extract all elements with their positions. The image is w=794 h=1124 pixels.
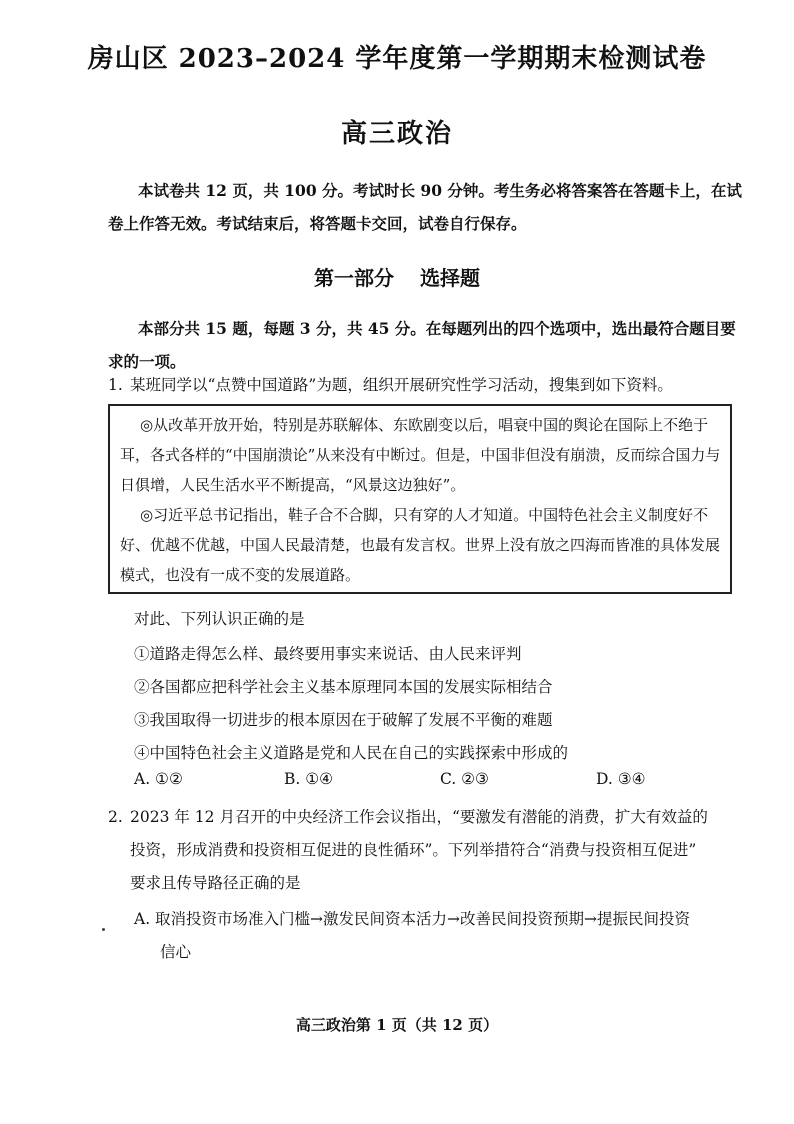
question-2 [108,801,748,900]
subject-title: 高三政治 [340,119,453,149]
section-instructions: 本部分共 15 题，每题 3 分，共 45 分。在每题列出的四个选项中，选出最符合题目要求的一项。 [108,319,736,371]
material-paragraph: ◎从改革开放开始，特别是苏联解体、东欧剧变以后，唱衰中国的舆论在国际上不绝于耳，各式各样的“中国崩溃论”从来没有中断过。但是，中国非但没有崩溃，反而综合国力与日俱增，人民生活水平不断提高，“风景这边独好”。 [120,416,721,494]
question-stem: 对此、下列认识正确的是 [134,610,305,628]
question-text: 某班同学以“点赞中国道路”为题，组织开展研究性学习活动，搜集到如下资料。 [130,376,673,394]
exam-notice: 本试卷共 12 页，共 100 分。考试时长 90 分钟。考生务必将答案答在答题卡上，在试卷上作答无效。考试结束后，将答题卡交回，试卷自行保存。 [108,181,742,233]
choice-b: B. ①④ [284,770,334,788]
question-line: 投资，形成消费和投资相互促进的良性循环”。下列举措符合“消费与投资相互促进” [130,841,697,859]
question-line [108,801,748,834]
choice-c: C. ②③ [440,770,489,788]
choice-line: A. 取消投资市场准入门槛→激发民间资本活力→改善民间投资预期→提振民间投资 [134,910,691,928]
question-number: 2. [108,808,123,826]
material-box [108,404,732,594]
section-name: 选择题 [420,266,480,290]
choice-line: 信心 [160,943,192,961]
page-footer: 高三政治第 1 页（共 12 页） [295,1016,499,1034]
question-number: 1. [108,376,123,394]
section-heading [0,262,794,291]
choice-d: D. ③④ [596,770,646,788]
choice-a [134,903,754,969]
question-1 [108,373,748,395]
exam-title: 房山区 2023–2024 学年度第一学期期末检测试卷 [87,44,707,74]
statement-list [134,638,734,770]
scan-mark [102,928,105,931]
section-part: 第一部分 [314,266,394,290]
statement-item: ①道路走得怎么样、最终要用事实来说话、由人民来评判 [134,645,522,663]
choice-a: A. ①② [134,770,183,788]
question-line: 要求且传导路径正确的是 [130,874,301,892]
statement-item: ④中国特色社会主义道路是党和人民在自己的实践探索中形成的 [134,744,569,762]
question-text: 2023 年 12 月召开的中央经济工作会议指出，“要激发有潜能的消费，扩大有效益的 [130,808,708,826]
material-paragraph: ◎习近平总书记指出，鞋子合不合脚，只有穿的人才知道。中国特色社会主义制度好不好、优越不优越，中国人民最清楚，也最有发言权。世界上没有放之四海而皆准的具体发展模式，也没有一成不变的发展道路。 [120,506,721,584]
statement-item: ②各国都应把科学社会主义基本原理同本国的发展实际相结合 [134,678,553,696]
statement-item: ③我国取得一切进步的根本原因在于破解了发展不平衡的难题 [134,711,553,729]
